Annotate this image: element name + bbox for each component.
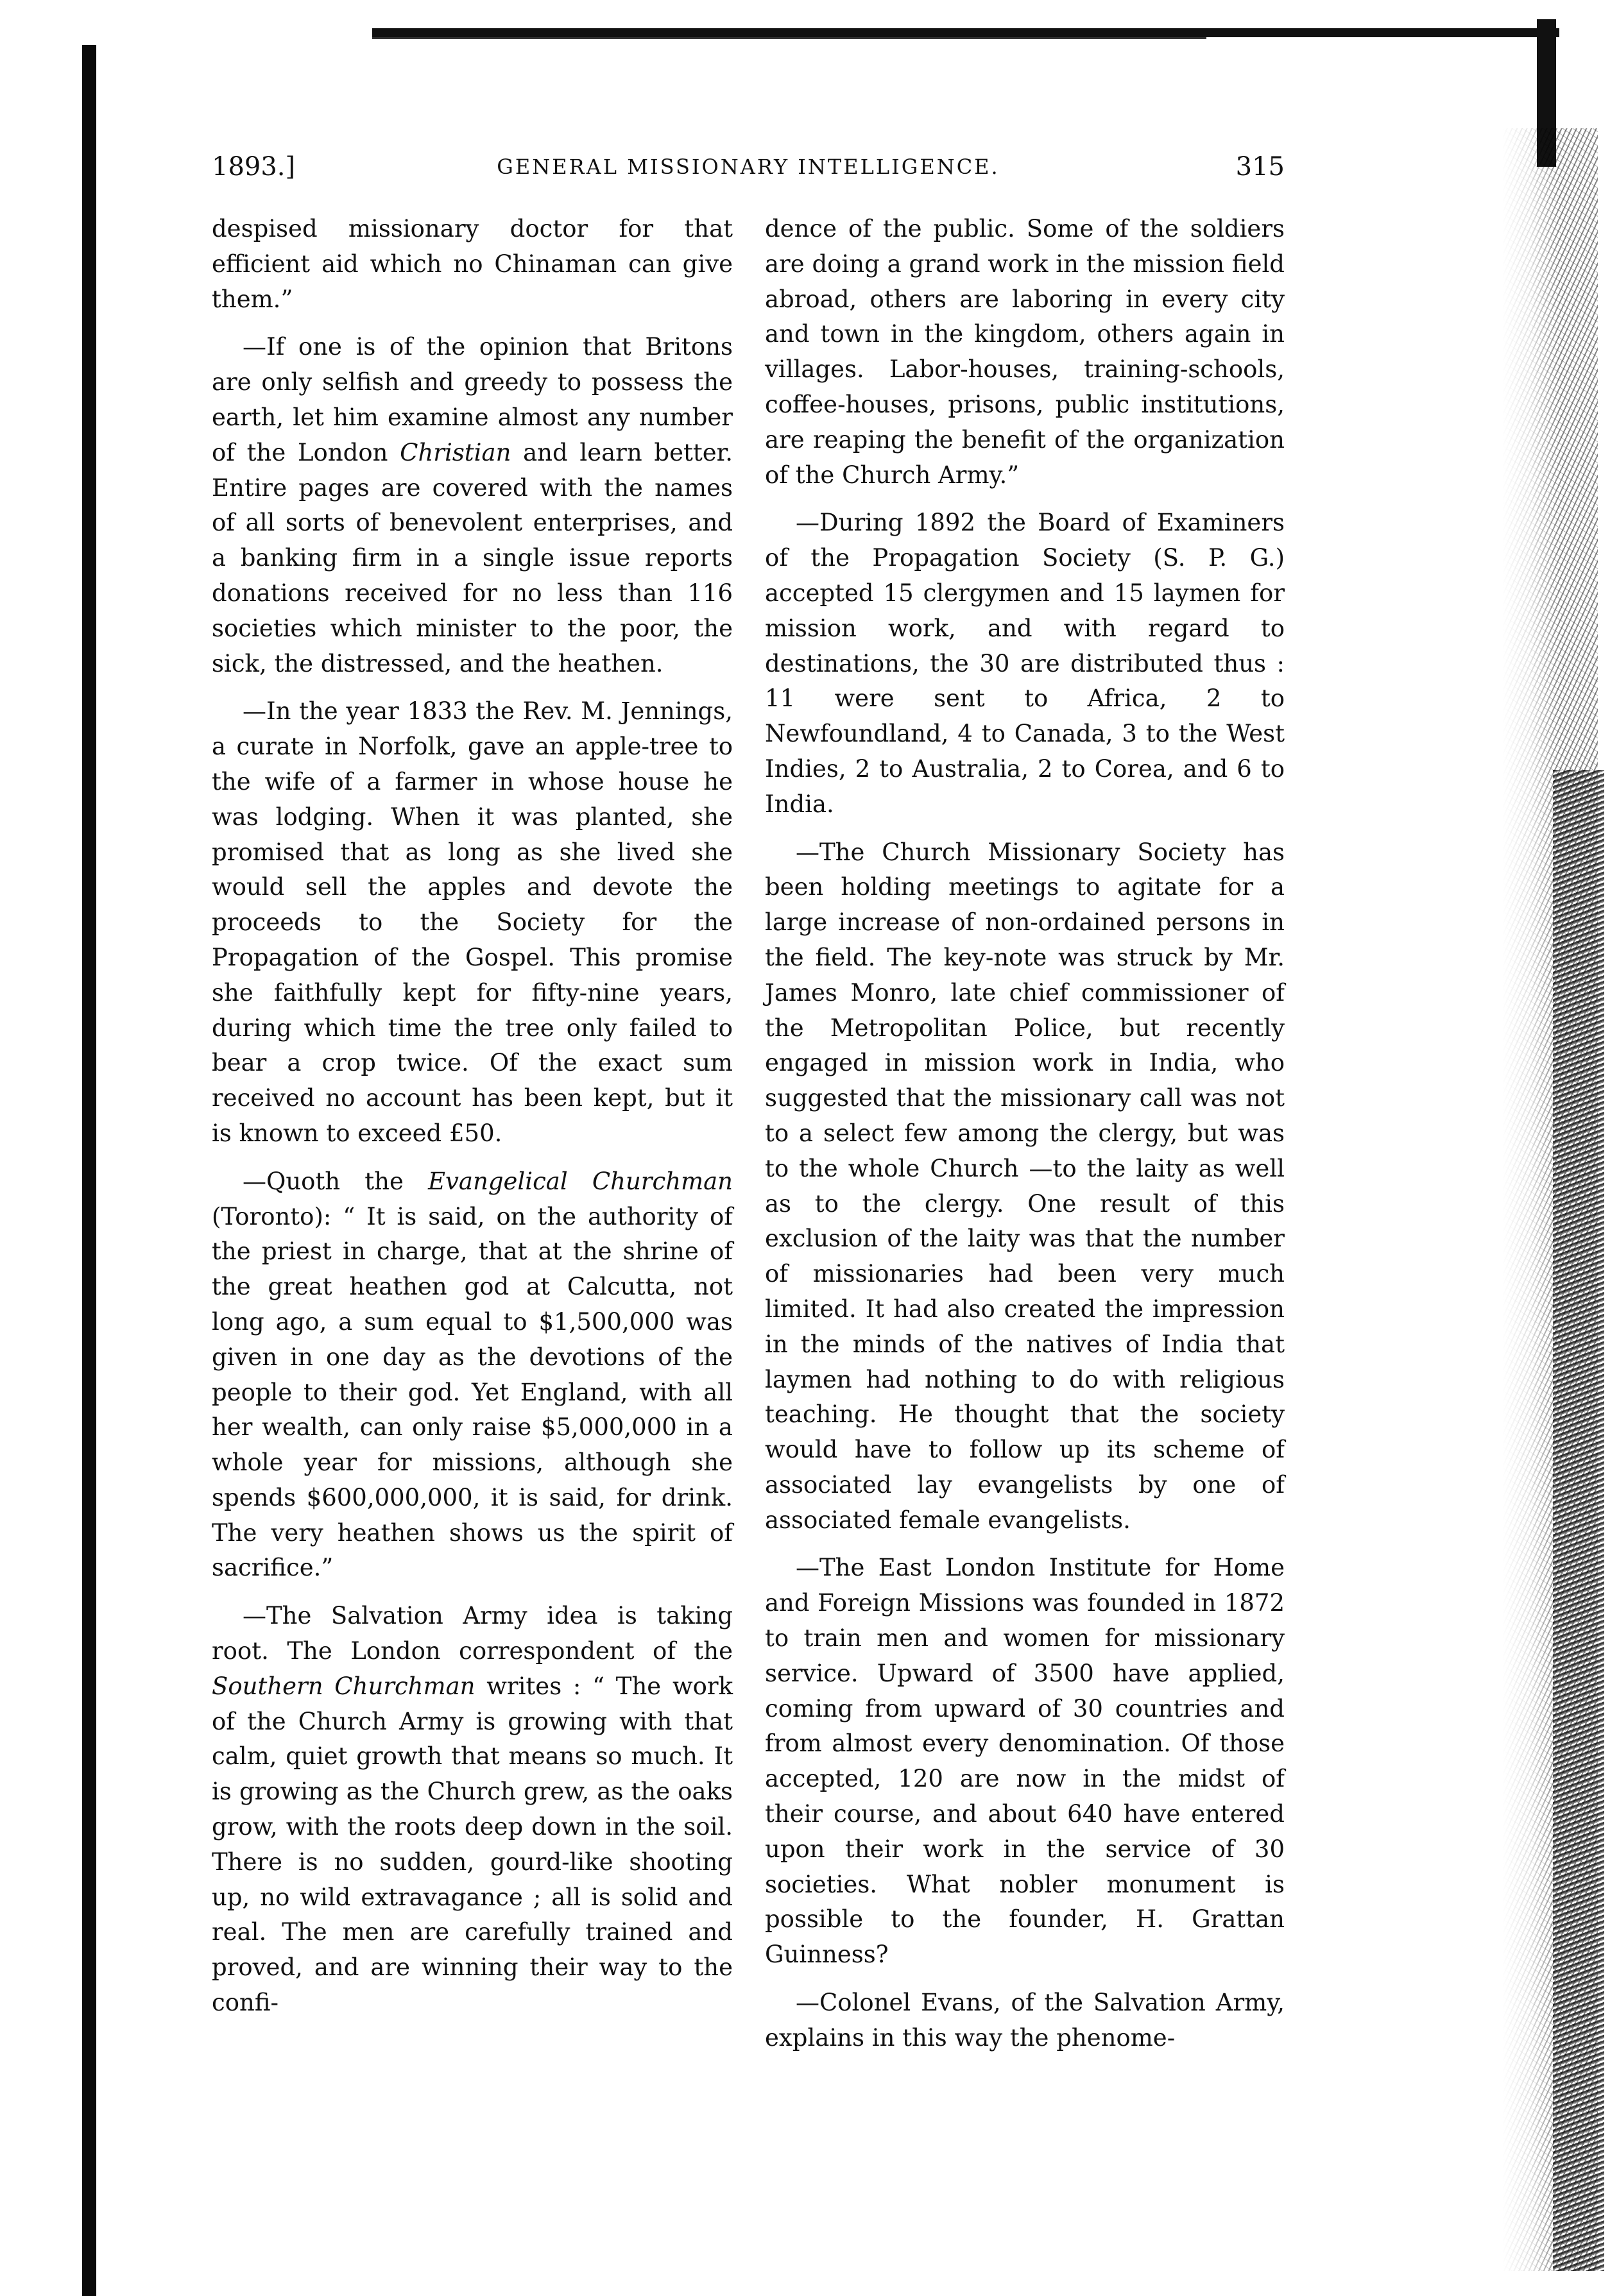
paragraph-east-london-institute: —The East London Institute for Home and Foreign Missions was founded in 1872 to train men and women for missionary service. Upward of 3500 have applied, coming from upward of 30 countries and from almost every denomination. Of those accepted, 120 are now in the midst of their course, and about 640 have entered upon their work in the service of 30 societies. What nobler monument is possible to the founder, H. Grattan Guinness? (765, 1554, 1285, 1969)
paragraph-text: (Toronto): “ It is said, on the authority of the priest in charge, that at the shrine of the great heathen god at Calcutta, not long ago, a sum equal to $1,500,000 was given in one day as the devotions of the people to their god. Yet England, with all her wealth, can only raise $5,000,000 in a whole year for missions, although she spends $600,000,000, it is said, for drink. The very heathen shows us the spirit of sacrifice.” (212, 1202, 733, 1582)
paragraph-text: —The Salvation Army idea is taking root. The London correspondent of the (212, 1602, 733, 1665)
paragraph-colonel-evans: —Colonel Evans, of the Salvation Army, explains in this way the phenome- (765, 1989, 1285, 2052)
paragraph-continued: dence of the public. Some of the soldiers are doing a grand work in the mission field abroad, others are laboring in every city and town in the kingdom, others again in villages. Labor-houses, training-schools, coffee-houses, prisons, public institutions, are reaping the benefit of the organization of the Church Army.” (765, 215, 1285, 489)
paragraph-continued: despised missionary doctor for that efficient aid which no Chinaman can give them.” (212, 215, 733, 313)
paragraph-text: —If one is of the opinion that Britons are only selfish and greedy to possess the earth, let him examine almost any number of the London (212, 333, 733, 466)
right-column (765, 212, 1285, 2069)
paragraph-text: writes : “ The work of the Church Army is growing with that calm, quiet growth that means so much. It is growing as the Church grew, as the oaks grow, with the roots deep down in the soil. There is no sudden, gourd-like shooting up, no wild extravagance ; all is solid and real. The men are carefully trained and proved, and are winning their way to the confi- (212, 1672, 733, 2017)
paragraph-apple-tree: —In the year 1833 the Rev. M. Jennings, a curate in Norfolk, gave an apple-tree to the wife of a farmer in whose house he was lodging. When it was planted, she promised that as long as she lived she would sell the apples and devote the proceeds to the Society for the Propagation of the Gospel. This promise she faithfully kept for fifty-nine years, during which time the tree only failed to bear a crop twice. Of the exact sum received no account has been kept, but it is known to exceed £50. (212, 697, 733, 1147)
scan-top-rule (372, 28, 1559, 37)
page-number: 315 (1235, 152, 1285, 182)
running-head-year: 1893.] (212, 152, 296, 182)
publication-title: Evangelical Churchman (428, 1167, 733, 1195)
left-column (212, 212, 733, 2034)
scan-page-edge-shadow (1553, 770, 1604, 2271)
publication-title: Southern Churchman (212, 1672, 475, 1700)
paragraph-text: —Quoth the (243, 1167, 429, 1195)
running-head (212, 146, 1285, 187)
scan-top-rule-thin (372, 37, 1206, 39)
paragraph-spg-examiners: —During 1892 the Board of Examiners of the Propagation Society (S. P. G.) accepted 15 clergymen and 15 laymen for mission work, and with regard to destinations, the 30 are distributed thus : 11 were sent to Africa, 2 to Newfoundland, 4 to Canada, 3 to the West Indies, 2 to Australia, 2 to Corea, and 6 to India. (765, 509, 1285, 818)
paragraph-evangelical-churchman (212, 1164, 733, 1586)
paragraph-text: and learn better. Entire pages are covered with the names of all sorts of benevolent enterprises, and a banking firm in a single issue reports donations received for no less than 116 societies which minister to the poor, the sick, the distressed, and the heathen. (212, 438, 733, 677)
paragraph-britons (212, 330, 733, 681)
paragraph-cms-meetings: —The Church Missionary Society has been holding meetings to agitate for a large increase of non-ordained persons in the field. The key-note was struck by Mr. James Monro, late chief commissioner of the Metropolitan Police, but recently engaged in mission work in India, who suggested that the missionary call was not to a select few among the clergy, but was to the whole Church —to the laity as well as to the clergy. One result of this exclusion of the laity was that the number of missionaries had been very much limited. It had also created the impression in the minds of the natives of India that laymen had nothing to do with religious teaching. He thought that the society would have to follow up its scheme of associated lay evangelists by one of associated female evangelists. (765, 838, 1285, 1534)
publication-title: Christian (400, 438, 511, 466)
running-head-title: GENERAL MISSIONARY INTELLIGENCE. (497, 155, 1000, 179)
paragraph-salvation-army (212, 1599, 733, 2021)
scan-binding-edge (82, 45, 96, 2296)
